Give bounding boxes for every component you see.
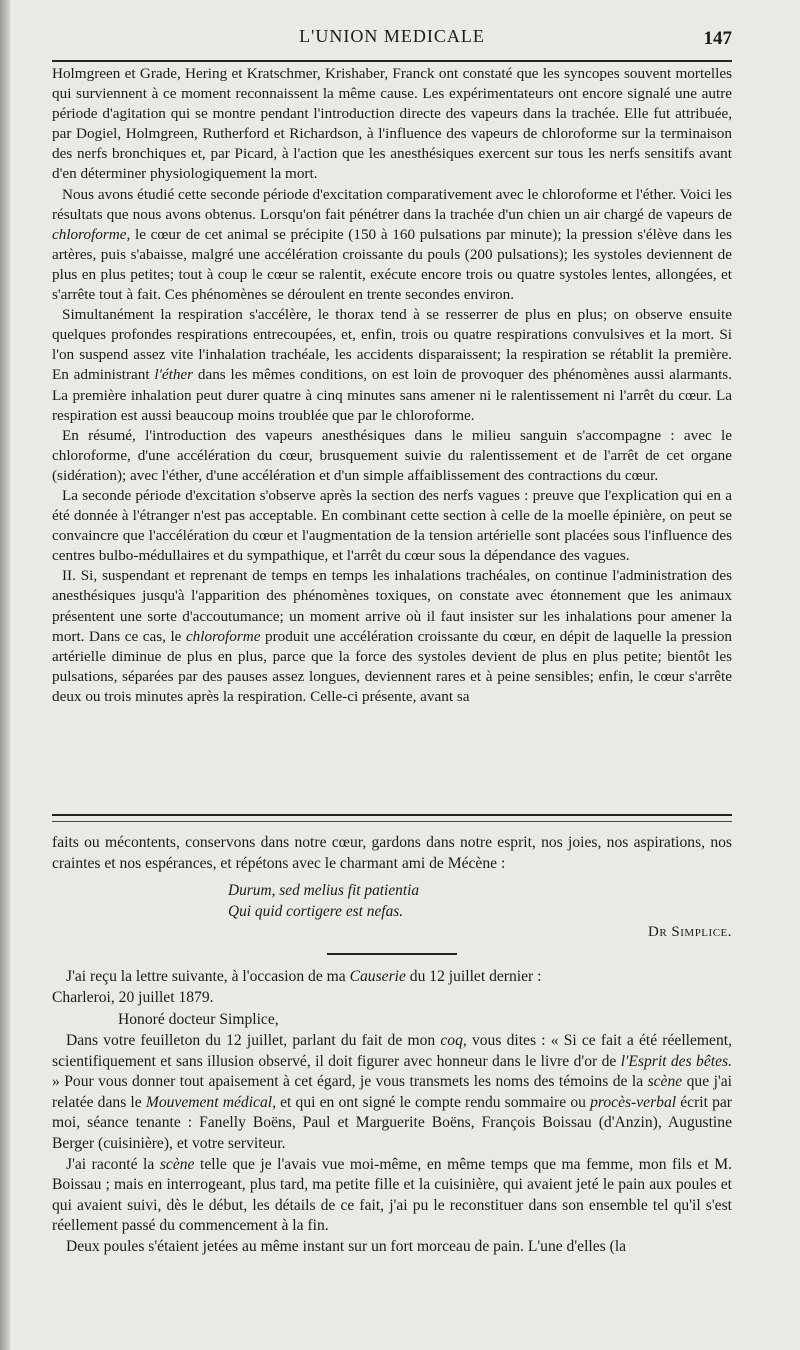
latin-quote [228,880,732,922]
article-paragraph-4: En résumé, l'introduction des vapeurs anesthésiques dans le milieu sanguin s'accompagne : avec le chloroforme, d'une accélération du cœur, brusquement suivie du ralentissement et de l'arrêt de cet organe (sidération); avec l'éther, d'une accélération et d'un simple affaiblissement des contractions du cœur. [52,426,732,484]
feuilleton-separator [52,814,732,822]
letter-paragraph-2: J'ai raconté la scène telle que je l'avais vue moi-même, en même temps que ma femme, mon fils et M. Boissau ; mais en interrogeant, plus tard, ma petite fille et la cuisinière, qui avaient jeté le pain aux poules et qui avaient suivi, dès le début, les détails de ce fait, j'ai pu le reconstituer dans son ensemble tel qu'il s'est réellement passé du commencement à la fin. [52,1155,733,1235]
feuilleton-section [52,833,732,1258]
feuilleton-paragraph-1: faits ou mécontents, conservons dans notre cœur, gardons dans notre esprit, nos joies, nos aspirations, nos craintes et nos espérances, et répétons avec le charmant ami de Mécène : [52,834,732,872]
page-number: 147 [703,28,732,49]
letter-dateline: Charleroi, 20 juillet 1879. [52,988,214,1006]
page-gutter-shadow [0,0,10,1350]
article-paragraph-2: Nous avons étudié cette seconde période d'excitation comparativement avec le chloroforme et l'éther. Voici les résultats que nous avons obtenus. Lorsqu'on fait pénétrer dans la trachée d'un chien un air chargé de vapeurs de chloroforme, le cœur de cet animal se précipite (150 à 160 pulsations par minute); la pression s'élève dans les artères, puis s'abaisse, malgré une accélération croissante du pouls (200 pulsations); les systoles deviennent de plus en plus petites; tout à coup le cœur se ralentit, exécute encore trois ou quatre systoles lentes, allongées, et s'arrête tout à fait. Ces phénomènes se déroulent en trente secondes environ. [52,185,732,304]
section-divider [327,953,457,955]
article-body [52,64,732,707]
letter-paragraph-1: Dans votre feuilleton du 12 juillet, parlant du fait de mon coq, vous dites : « Si ce fait a été réellement, scientifiquement et sans illusion observé, il doit figurer avec honneur dans le livre d'or de l'Esprit des bêtes. » Pour vous donner tout apaisement à cet égard, je vous transmets les noms des témoins de la scène que j'ai relatée dans le Mouvement médical, et qui en ont signé le compte rendu sommaire ou procès-verbal écrit par moi, séance tenante : Fanelly Boëns, Paul et Marguerite Boëns, François Boissau (d'Anzin), Augustine Berger (cuisinière), et votre serviteur. [52,1031,732,1152]
article-paragraph-5: La seconde période d'excitation s'observe après la section des nerfs vagues : preuve que l'explication qui en a été donnée à l'étranger n'est pas acceptable. En combinant cette section à celle de la moelle épinière, on peut se convaincre que l'accélération du cœur et l'augmentation de la tension artérielle sont placées sous l'influence des centres bulbo-médullaires et du sympathique, et l'arrêt du cœur sous la dépendance des vagues. [52,486,732,565]
running-title: L'UNION MEDICALE [299,26,485,46]
letter-salutation: Honoré docteur Simplice, [118,1011,279,1029]
letter-paragraph-3: Deux poules s'étaient jetées au même instant sur un fort morceau de pain. L'une d'elles (la [66,1237,627,1255]
article-paragraph-3: Simultanément la respiration s'accélère, le thorax tend à se resserrer de plus en plus; on observe ensuite quelques profondes respirations entrecoupées, et, enfin, trois ou quatre respirations convulsives et la mort. Si l'on suspend assez vite l'inhalation trachéale, les accidents disparaissent; la respiration se rétablit la première. En administrant l'éther dans les mêmes conditions, on est loin de provoquer des phénomènes aussi alarmants. La première inhalation peut durer quatre à cinq minutes sans amener ni le ralentissement ni l'arrêt du cœur. La respiration est aussi beaucoup moins troublée que par le chloroforme. [52,306,732,424]
quote-line-2: Qui quid cortigere est nefas. [228,903,404,921]
signature: Dr Simplice. [647,924,732,941]
article-paragraph-1: Holmgreen et Grade, Hering et Kratschmer, Krishaber, Franck ont constaté que les syncopes souvent mortelles qui surviennent à ce moment reconnaissent la même cause. Les expérimentateurs ont encore signalé une autre période d'agitation qui se montre pendant l'introduction directe des vapeurs dans la trachée. Elle fut attribuée, par Dogiel, Holmgreen, Rutherford et Richardson, à l'influence des vapeurs de chloroforme sur la terminaison des nerfs bronchiques et, par Picard, à l'action que les anesthésiques exercent sur tous les nerfs sensitifs avant d'en déterminer physiologiquement la mort. [52,65,732,183]
running-head [52,26,732,56]
quote-line-1: Durum, sed melius fit patientia [228,882,420,900]
letter-intro: J'ai reçu la lettre suivante, à l'occasion de ma Causerie du 12 juillet dernier : [66,968,542,986]
header-rule [52,60,732,62]
article-paragraph-6: II. Si, suspendant et reprenant de temps en temps les inhalations trachéales, on continue l'administration des anesthésiques jusqu'à l'apparition des phénomènes toxiques, on constate avec étonnement que les animaux présentent une sorte d'accoutumance; un moment arrive où il faut insister sur les inhalations pour amener la mort. Dans ce cas, le chloroforme produit une accélération croissante du cœur, en dépit de laquelle la pression artérielle diminue de plus en plus, parce que la force des systoles devient de plus en plus petite; bientôt les pulsations, séparées par des pauses assez longues, deviennent rares et à peine sensibles; enfin, le cœur s'arrête deux ou trois minutes après la respiration. Celle-ci présente, avant sa [52,567,733,705]
